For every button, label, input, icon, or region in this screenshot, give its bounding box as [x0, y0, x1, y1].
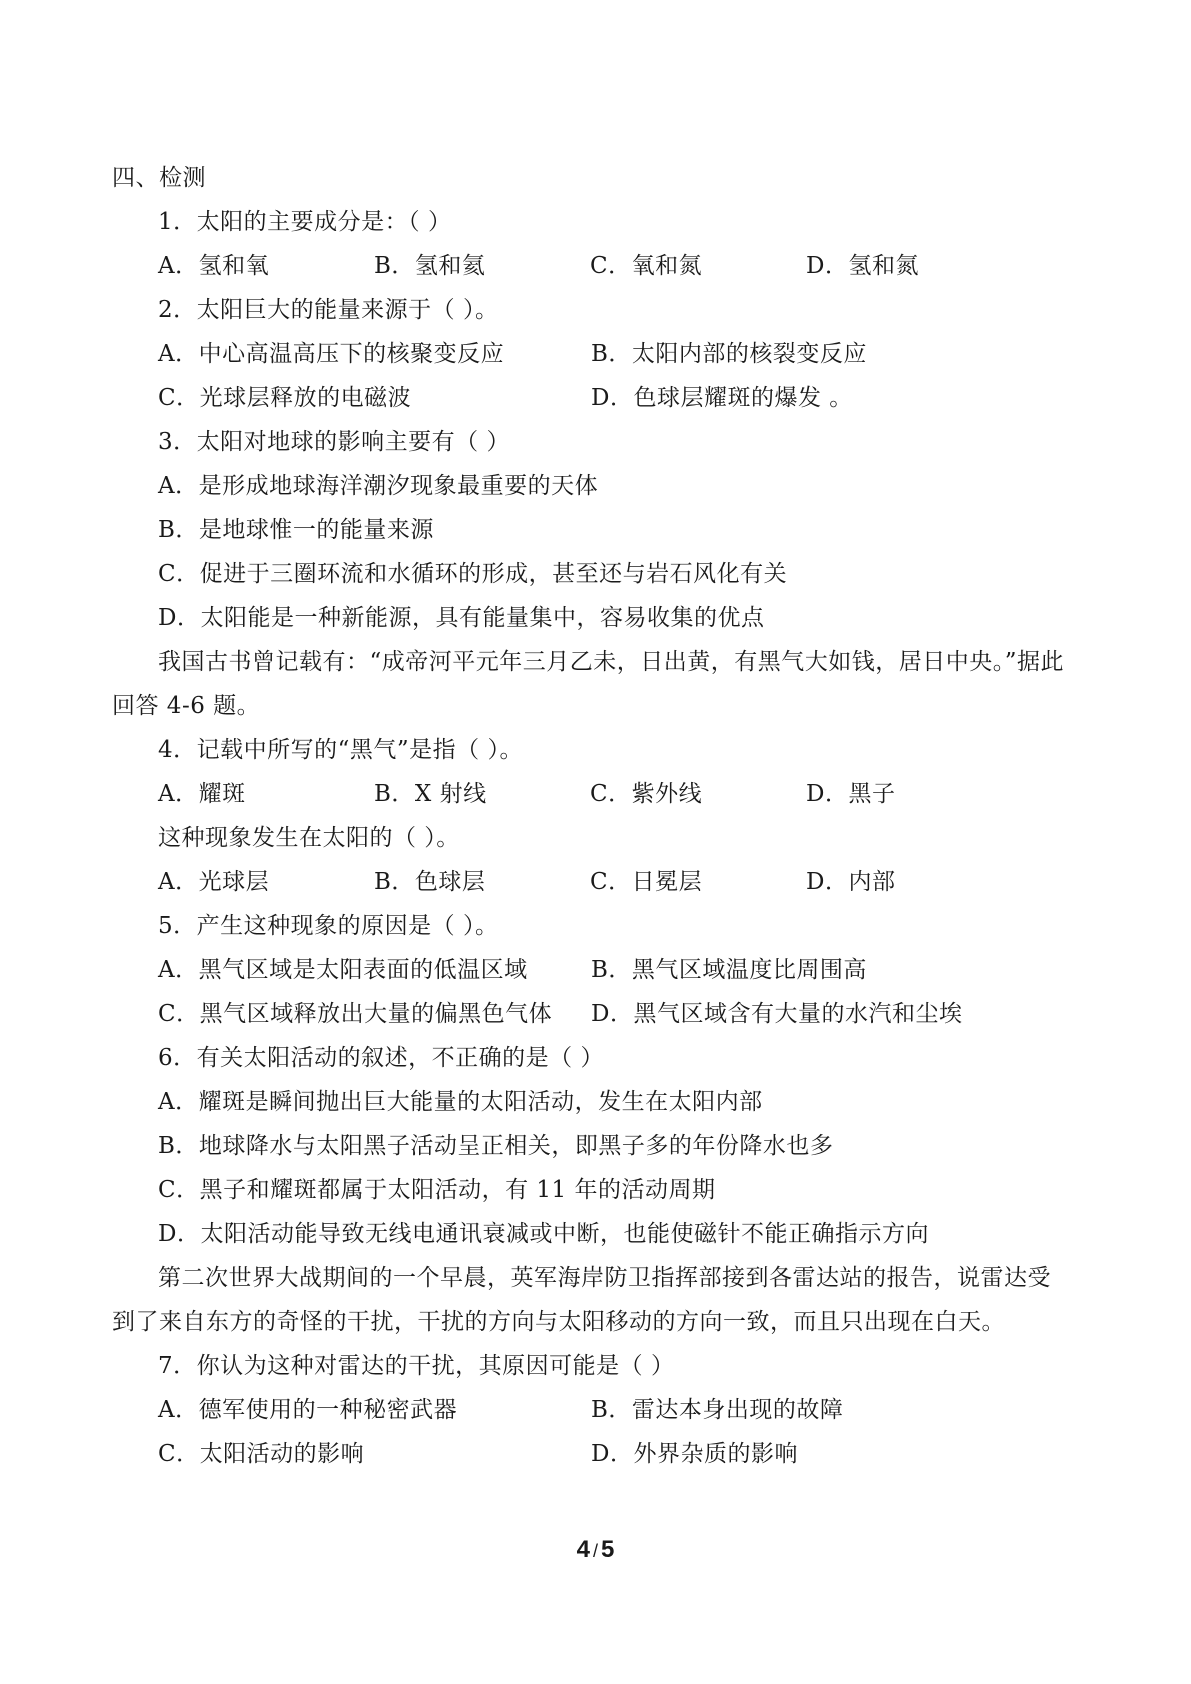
question-5-options-row-1 [112, 948, 1072, 992]
question-1-stem: 1．太阳的主要成分是：（ ） [158, 209, 452, 235]
question-6-option-c: C．黑子和耀斑都属于太阳活动，有 11 年的活动周期 [158, 1177, 716, 1203]
total-page-number: 5 [601, 1536, 615, 1563]
question-4-sub-options [112, 860, 1072, 904]
question-4-options [112, 772, 1072, 816]
question-4-sub-stem: 这种现象发生在太阳的（ ）。 [158, 825, 460, 851]
question-6-option-d: D．太阳活动能导致无线电通讯衰减或中断，也能使磁针不能正确指示方向 [158, 1221, 929, 1247]
question-5-option-c: C．黑气区域释放出大量的偏黑色气体 [158, 1001, 553, 1027]
current-page-number: 4 [576, 1536, 590, 1563]
section-title: 四、检测 [112, 165, 206, 191]
reading-passage-2: 第二次世界大战期间的一个早晨，英军海岸防卫指挥部接到各雷达站的报告，说雷达受到了来自东方的奇怪的干扰，干扰的方向与太阳移动的方向一致，而且只出现在白天。 [112, 1265, 1051, 1335]
question-7-stem: 7．你认为这种对雷达的干扰，其原因可能是（ ） [158, 1353, 675, 1379]
question-6-option-b: B．地球降水与太阳黑子活动呈正相关，即黑子多的年份降水也多 [158, 1133, 834, 1159]
question-7-option-c: C．太阳活动的影响 [158, 1441, 365, 1467]
question-4-sub-option-d: D．内部 [806, 869, 896, 895]
question-3-option-c: C．促进于三圈环流和水循环的形成，甚至还与岩石风化有关 [158, 561, 788, 587]
question-7-option-d: D．外界杂质的影响 [591, 1441, 798, 1467]
page-number [0, 1536, 1191, 1564]
question-1-option-a: A．氢和氧 [158, 253, 270, 279]
question-2-option-d: D．色球层耀斑的爆发 。 [591, 385, 853, 411]
question-1-option-c: C．氧和氮 [590, 253, 703, 279]
question-7-option-a: A．德军使用的一种秘密武器 [158, 1397, 458, 1423]
question-6-option-a: A．耀斑是瞬间抛出巨大能量的太阳活动，发生在太阳内部 [158, 1089, 763, 1115]
question-5-option-b: B．黑气区域温度比周围高 [591, 957, 867, 983]
question-5-stem: 5．产生这种现象的原因是（ ）。 [158, 913, 499, 939]
question-7-options-row-1 [112, 1388, 1072, 1432]
question-6-stem: 6．有关太阳活动的叙述，不正确的是（ ） [158, 1045, 604, 1071]
question-7-options-row-2 [112, 1432, 1072, 1476]
question-2-stem: 2．太阳巨大的能量来源于（ ）。 [158, 297, 499, 323]
question-2-option-b: B．太阳内部的核裂变反应 [591, 341, 867, 367]
question-4-option-d: D．黑子 [806, 781, 896, 807]
question-7-option-b: B．雷达本身出现的故障 [591, 1397, 844, 1423]
question-5-options-row-2 [112, 992, 1072, 1036]
question-4-stem: 4．记载中所写的“黑气”是指（ ）。 [158, 737, 523, 763]
question-4-option-a: A．耀斑 [158, 781, 246, 807]
reading-passage-1: 我国古书曾记载有：“成帝河平元年三月乙未，日出黄，有黑气大如钱，居日中央。”据此回答 4-6 题。 [112, 649, 1065, 719]
question-4-option-c: C．紫外线 [590, 781, 703, 807]
question-2-option-a: A．中心高温高压下的核聚变反应 [158, 341, 505, 367]
question-4-sub-option-a: A．光球层 [158, 869, 270, 895]
question-2-options-row-1 [112, 332, 1072, 376]
question-3-option-b: B．是地球惟一的能量来源 [158, 517, 434, 543]
question-1-option-b: B．氢和氦 [374, 253, 486, 279]
question-1-option-d: D．氢和氮 [806, 253, 919, 279]
question-3-stem: 3．太阳对地球的影响主要有（ ） [158, 429, 510, 455]
question-3-option-d: D．太阳能是一种新能源，具有能量集中，容易收集的优点 [158, 605, 765, 631]
question-2-options-row-2 [112, 376, 1072, 420]
question-5-option-d: D．黑气区域含有大量的水汽和尘埃 [591, 1001, 963, 1027]
page-number-separator: / [592, 1541, 598, 1561]
question-4-option-b: B．X 射线 [374, 781, 487, 807]
question-4-sub-option-b: B．色球层 [374, 869, 486, 895]
question-4-sub-option-c: C．日冕层 [590, 869, 703, 895]
question-2-option-c: C．光球层释放的电磁波 [158, 385, 412, 411]
question-1-options [112, 244, 1072, 288]
question-3-option-a: A．是形成地球海洋潮汐现象最重要的天体 [158, 473, 599, 499]
question-5-option-a: A．黑气区域是太阳表面的低温区域 [158, 957, 528, 983]
exam-content [112, 156, 1072, 1476]
